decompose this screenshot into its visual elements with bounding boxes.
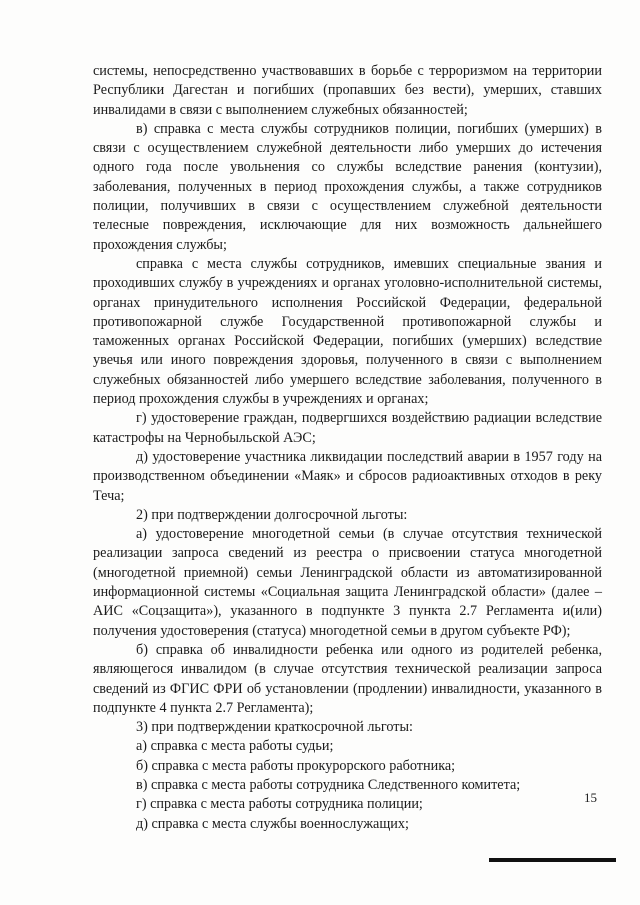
paragraph-item-b-disability: б) справка об инвалидности ребенка или одного из родителей ребенка, являющегося инвалидом (в случае отсутствия технической реализации запроса сведений из ФГИС ФРИ об установлении (продлении) инвалидности, указанного в подпункте 4 пункта 2.7 Регламента); <box>93 641 602 716</box>
list-item-investigative-committee: в) справка с места работы сотрудника Следственного комитета; <box>136 776 521 793</box>
paragraph-continuation: системы, непосредственно участвовавших в борьбе с терроризмом на территории Республики Дагестан и погибших (пропавших без вести), умерших, ставших инвалидами в связи с выполнением служебных обязанностей; <box>93 63 602 118</box>
paragraph-penitentiary-service: справка с места службы сотрудников, имевших специальные звания и проходивших службу в учреждениях и органах уголовно-исполнительной системы, органах принудительного исполнения Российской Федерации, федеральной противопожарной службе Государственной противопожарной службы и таможенных органах Российской Федерации, погибших (умерших) вследствие увечья или иного повреждения здоровья, полученного в связи с выполнением служебных обязанностей либо умершего вследствие заболевания, полученного в период прохождения службы в учреждениях и органах; <box>93 255 602 408</box>
document-body <box>93 62 602 834</box>
list-item-police-officer: г) справка с места работы сотрудника полиции; <box>136 796 423 813</box>
paragraph-short-term-benefit: 3) при подтверждении краткосрочной льготы: <box>136 719 413 736</box>
paragraph-item-d-mayak: д) удостоверение участника ликвидации последствий аварии в 1957 году на производственном объединении «Маяк» и сбросов радиоактивных отходов в реку Теча; <box>93 448 602 504</box>
paragraph-item-g-chernobyl: г) удостоверение граждан, подвергшихся воздействию радиации вследствие катастрофы на Чернобыльской АЭС; <box>93 410 602 446</box>
scan-edge-line <box>489 858 616 862</box>
paragraph-item-v-police: в) справка с места службы сотрудников полиции, погибших (умерших) в связи с осуществлением служебной деятельности либо умерших до истечения одного года после увольнения со службы вследствие ранения (контузии), заболевания, полученных в период прохождения службы, а также сотрудников полиции, получивших в связи с осуществлением служебной деятельности телесные повреждения, исключающие для них возможность дальнейшего прохождения службы; <box>93 120 602 253</box>
list-item-military: д) справка с места службы военнослужащих; <box>136 815 409 832</box>
list-item-prosecutor: б) справка с места работы прокурорского работника; <box>136 757 456 774</box>
paragraph-long-term-benefit: 2) при подтверждении долгосрочной льготы: <box>136 506 408 523</box>
paragraph-item-a-large-family: а) удостоверение многодетной семьи (в случае отсутствия технической реализации запроса сведений из реестра о присвоении статуса многодетной (многодетной приемной) семьи Ленинградской области из автоматизированной информационной системы «Социальная защита Ленинградской области» (далее – АИС «Соцзащита»), указанного в подпункте 3 пункта 2.7 Регламента и(или) получения удостоверения (статуса) многодетной семьи в другом субъекте РФ); <box>93 526 602 639</box>
list-item-judge: а) справка с места работы судьи; <box>136 738 334 755</box>
page-number: 15 <box>584 790 597 805</box>
